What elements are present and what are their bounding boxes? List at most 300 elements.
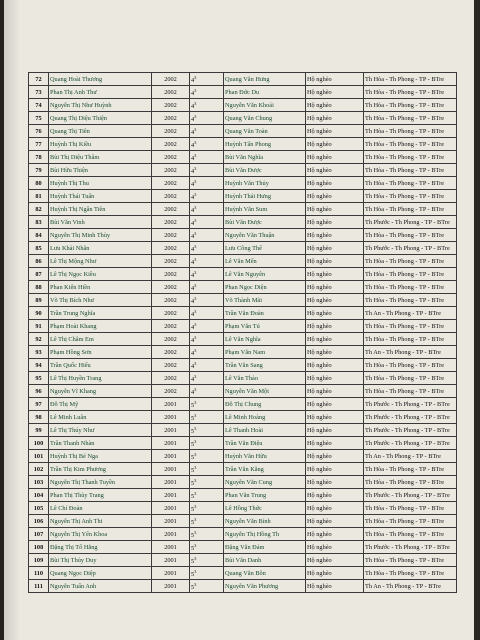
row-number: 97 [29,398,49,411]
student-table-container [28,72,456,591]
table-row [29,242,457,255]
table-body [29,73,457,593]
student-name: Lê Minh Luân [49,411,152,424]
grade-class [190,255,224,268]
student-name: Lê Thị Châm Em [49,333,152,346]
parent-name: Nguyễn Văn Một [224,385,306,398]
birth-year: 2002 [152,138,190,151]
student-table [28,72,457,593]
row-number: 74 [29,99,49,112]
student-name: Phan Thị Thùy Trang [49,489,152,502]
table-row [29,567,457,580]
address: Th Hòa - Th Phong - TP - BTre [364,281,457,294]
grade-class [190,268,224,281]
birth-year: 2002 [152,164,190,177]
row-number: 84 [29,229,49,242]
household-status: Hộ nghèo [306,554,364,567]
row-number: 91 [29,320,49,333]
class-number: 3 [194,296,197,301]
parent-name: Quang Văn Hưng [224,73,306,86]
grade-value: 4 [191,90,195,97]
parent-name: Trần Văn Sang [224,359,306,372]
student-name: Huỳnh Thị Ngân Tiên [49,203,152,216]
grade-value: 4 [191,116,195,123]
grade-value: 4 [191,103,195,110]
household-status: Hộ nghèo [306,333,364,346]
grade-class [190,346,224,359]
student-name: Huỳnh Thị Bé Nga [49,450,152,463]
row-number: 106 [29,515,49,528]
grade-class [190,73,224,86]
address: Th Hòa - Th Phong - TP - BTre [364,190,457,203]
parent-name: Huỳnh Thái Hưng [224,190,306,203]
household-status: Hộ nghèo [306,476,364,489]
address: Th Hòa - Th Phong - TP - BTre [364,177,457,190]
address: Th Hòa - Th Phong - TP - BTre [364,567,457,580]
parent-name: Trần Văn Điệu [224,437,306,450]
student-name: Phan Thị Anh Thư [49,86,152,99]
household-status: Hộ nghèo [306,437,364,450]
row-number: 89 [29,294,49,307]
row-number: 86 [29,255,49,268]
grade-class [190,463,224,476]
household-status: Hộ nghèo [306,372,364,385]
parent-name: Huỳnh Văn Hữu [224,450,306,463]
table-row [29,229,457,242]
address: Th Hòa - Th Phong - TP - BTre [364,476,457,489]
address: Th Phước - Th Phong - TP - BTre [364,398,457,411]
row-number: 104 [29,489,49,502]
student-name: Bùi Văn Vinh [49,216,152,229]
grade-class [190,242,224,255]
grade-value: 5 [191,571,195,578]
grade-class [190,567,224,580]
household-status: Hộ nghèo [306,190,364,203]
household-status: Hộ nghèo [306,138,364,151]
parent-name: Phạm Văn Nam [224,346,306,359]
table-row [29,164,457,177]
parent-name: Nguyễn Văn Thuận [224,229,306,242]
table-row [29,112,457,125]
grade-class [190,476,224,489]
household-status: Hộ nghèo [306,151,364,164]
grade-class [190,177,224,190]
table-row [29,515,457,528]
table-row [29,203,457,216]
household-status: Hộ nghèo [306,515,364,528]
grade-value: 5 [191,506,195,513]
row-number: 85 [29,242,49,255]
address: Th Phước - Th Phong - TP - BTre [364,242,457,255]
student-name: Võ Thị Bích Như [49,294,152,307]
address: Th An - Th Phong - TP - BTre [364,346,457,359]
grade-class [190,385,224,398]
grade-class [190,112,224,125]
student-name: Trần Thị Kim Phương [49,463,152,476]
grade-class [190,437,224,450]
household-status: Hộ nghèo [306,489,364,502]
class-number: 3 [194,400,197,405]
birth-year: 2002 [152,242,190,255]
grade-value: 4 [191,129,195,136]
table-row [29,177,457,190]
class-number: 3 [194,465,197,470]
household-status: Hộ nghèo [306,281,364,294]
table-row [29,554,457,567]
address: Th An - Th Phong - TP - BTre [364,580,457,593]
student-name: Nguyễn Vĩ Khang [49,385,152,398]
parent-name: Nguyễn Văn Khoái [224,99,306,112]
address: Th Hòa - Th Phong - TP - BTre [364,164,457,177]
address: Th Phước - Th Phong - TP - BTre [364,216,457,229]
grade-value: 5 [191,415,195,422]
class-number: 3 [194,127,197,132]
address: Th Hòa - Th Phong - TP - BTre [364,463,457,476]
student-name: Nguyễn Tuấn Anh [49,580,152,593]
row-number: 109 [29,554,49,567]
address: Th Hòa - Th Phong - TP - BTre [364,203,457,216]
class-number: 3 [194,556,197,561]
student-name: Lê Thị Ngọc Kiều [49,268,152,281]
address: Th Hòa - Th Phong - TP - BTre [364,385,457,398]
class-number: 3 [194,218,197,223]
household-status: Hộ nghèo [306,125,364,138]
table-row [29,86,457,99]
class-number: 3 [194,517,197,522]
table-row [29,255,457,268]
grade-class [190,216,224,229]
address: Th Hòa - Th Phong - TP - BTre [364,125,457,138]
parent-name: Lê Thanh Hoài [224,424,306,437]
grade-value: 4 [191,233,195,240]
grade-value: 5 [191,454,195,461]
class-number: 3 [194,387,197,392]
student-name: Nguyễn Thị Như Huỳnh [49,99,152,112]
birth-year: 2002 [152,86,190,99]
class-number: 3 [194,335,197,340]
parent-name: Huỳnh Văn Thủy [224,177,306,190]
grade-value: 5 [191,428,195,435]
parent-name: Lê Minh Hoàng [224,411,306,424]
row-number: 95 [29,372,49,385]
parent-name: Phan Ngọc Diện [224,281,306,294]
student-name: Phan Kiến Hiền [49,281,152,294]
class-number: 3 [194,504,197,509]
household-status: Hộ nghèo [306,463,364,476]
grade-value: 5 [191,519,195,526]
grade-value: 4 [191,350,195,357]
student-name: Bùi Thị Thủy Duy [49,554,152,567]
birth-year: 2001 [152,411,190,424]
grade-value: 4 [191,272,195,279]
grade-value: 5 [191,532,195,539]
address: Th Hòa - Th Phong - TP - BTre [364,99,457,112]
address: Th Hòa - Th Phong - TP - BTre [364,229,457,242]
student-name: Đặng Thị Tố Hằng [49,541,152,554]
table-row [29,190,457,203]
row-number: 101 [29,450,49,463]
parent-name: Lưu Công Thể [224,242,306,255]
birth-year: 2002 [152,359,190,372]
class-number: 3 [194,75,197,80]
address: Th Hòa - Th Phong - TP - BTre [364,268,457,281]
row-number: 82 [29,203,49,216]
page-shadow [0,0,20,640]
parent-name: Lê Văn Mến [224,255,306,268]
grade-class [190,411,224,424]
row-number: 110 [29,567,49,580]
row-number: 105 [29,502,49,515]
class-number: 3 [194,179,197,184]
row-number: 73 [29,86,49,99]
grade-class [190,125,224,138]
table-row [29,580,457,593]
birth-year: 2001 [152,424,190,437]
class-number: 3 [194,374,197,379]
address: Th An - Th Phong - TP - BTre [364,307,457,320]
birth-year: 2001 [152,567,190,580]
address: Th Hòa - Th Phong - TP - BTre [364,112,457,125]
row-number: 76 [29,125,49,138]
household-status: Hộ nghèo [306,307,364,320]
table-row [29,359,457,372]
address: Th Hòa - Th Phong - TP - BTre [364,151,457,164]
household-status: Hộ nghèo [306,528,364,541]
grade-class [190,450,224,463]
grade-value: 4 [191,168,195,175]
grade-value: 5 [191,558,195,565]
class-number: 3 [194,140,197,145]
household-status: Hộ nghèo [306,541,364,554]
birth-year: 2002 [152,229,190,242]
birth-year: 2002 [152,307,190,320]
birth-year: 2002 [152,294,190,307]
student-name: Huỳnh Thái Tuấn [49,190,152,203]
class-number: 3 [194,231,197,236]
row-number: 100 [29,437,49,450]
address: Th Hòa - Th Phong - TP - BTre [364,359,457,372]
class-number: 3 [194,283,197,288]
row-number: 77 [29,138,49,151]
address: Th Hòa - Th Phong - TP - BTre [364,255,457,268]
grade-value: 5 [191,402,195,409]
grade-value: 4 [191,259,195,266]
row-number: 92 [29,333,49,346]
birth-year: 2002 [152,177,190,190]
row-number: 78 [29,151,49,164]
table-row [29,307,457,320]
grade-value: 4 [191,285,195,292]
birth-year: 2001 [152,541,190,554]
table-row [29,372,457,385]
address: Th Hòa - Th Phong - TP - BTre [364,73,457,86]
grade-value: 4 [191,363,195,370]
table-row [29,99,457,112]
class-number: 3 [194,244,197,249]
household-status: Hộ nghèo [306,255,364,268]
address: Th Phước - Th Phong - TP - BTre [364,411,457,424]
student-name: Nguyễn Thị Thanh Tuyền [49,476,152,489]
row-number: 93 [29,346,49,359]
grade-value: 5 [191,480,195,487]
birth-year: 2001 [152,450,190,463]
grade-value: 4 [191,77,195,84]
table-row [29,437,457,450]
student-name: Huỳnh Thị Kiều [49,138,152,151]
grade-class [190,541,224,554]
household-status: Hộ nghèo [306,359,364,372]
address: Th An - Th Phong - TP - BTre [364,450,457,463]
birth-year: 2002 [152,255,190,268]
row-number: 96 [29,385,49,398]
class-number: 3 [194,114,197,119]
table-row [29,450,457,463]
row-number: 99 [29,424,49,437]
grade-class [190,424,224,437]
household-status: Hộ nghèo [306,177,364,190]
row-number: 94 [29,359,49,372]
address: Th Phước - Th Phong - TP - BTre [364,541,457,554]
address: Th Phước - Th Phong - TP - BTre [364,489,457,502]
table-row [29,151,457,164]
grade-class [190,190,224,203]
grade-class [190,489,224,502]
grade-class [190,372,224,385]
grade-value: 4 [191,298,195,305]
grade-class [190,99,224,112]
grade-value: 4 [191,389,195,396]
student-name: Trần Trung Nghĩa [49,307,152,320]
grade-value: 5 [191,441,195,448]
grade-class [190,554,224,567]
grade-value: 4 [191,207,195,214]
grade-value: 4 [191,324,195,331]
grade-value: 4 [191,155,195,162]
student-name: Lê Chí Đoàn [49,502,152,515]
address: Th Phước - Th Phong - TP - BTre [364,424,457,437]
parent-name: Nguyễn Thị Hồng Th [224,528,306,541]
class-number: 3 [194,426,197,431]
parent-name: Nguyễn Văn Phương [224,580,306,593]
address: Th Hòa - Th Phong - TP - BTre [364,528,457,541]
row-number: 107 [29,528,49,541]
address: Th Hòa - Th Phong - TP - BTre [364,294,457,307]
parent-name: Trần Văn Kăng [224,463,306,476]
row-number: 111 [29,580,49,593]
student-name: Huỳnh Thị Thu [49,177,152,190]
class-number: 3 [194,413,197,418]
class-number: 3 [194,322,197,327]
address: Th Hòa - Th Phong - TP - BTre [364,554,457,567]
table-row [29,138,457,151]
table-row [29,294,457,307]
grade-class [190,203,224,216]
parent-name: Bùi Văn Được [224,164,306,177]
student-name: Quang Hoài Thương [49,73,152,86]
table-row [29,125,457,138]
birth-year: 2002 [152,281,190,294]
birth-year: 2001 [152,476,190,489]
student-name: Quang Thị Tiên [49,125,152,138]
address: Th Hòa - Th Phong - TP - BTre [364,515,457,528]
grade-value: 4 [191,376,195,383]
household-status: Hộ nghèo [306,294,364,307]
table-row [29,346,457,359]
class-number: 3 [194,348,197,353]
household-status: Hộ nghèo [306,398,364,411]
grade-class [190,151,224,164]
grade-value: 4 [191,220,195,227]
row-number: 80 [29,177,49,190]
birth-year: 2002 [152,125,190,138]
birth-year: 2002 [152,385,190,398]
parent-name: Quang Văn Bôn [224,567,306,580]
address: Th Hòa - Th Phong - TP - BTre [364,372,457,385]
table-row [29,528,457,541]
parent-name: Phan Văn Trung [224,489,306,502]
parent-name: Lê Hồng Thức [224,502,306,515]
table-row [29,502,457,515]
class-number: 3 [194,452,197,457]
birth-year: 2002 [152,190,190,203]
parent-name: Bùi Văn Nghĩa [224,151,306,164]
class-number: 3 [194,192,197,197]
grade-class [190,164,224,177]
table-row [29,216,457,229]
student-name: Bùi Thị Diệu Thâm [49,151,152,164]
class-number: 3 [194,309,197,314]
student-name: Nguyễn Thị Anh Thi [49,515,152,528]
table-row [29,268,457,281]
household-status: Hộ nghèo [306,86,364,99]
birth-year: 2001 [152,515,190,528]
table-row [29,73,457,86]
address: Th Hòa - Th Phong - TP - BTre [364,138,457,151]
student-name: Lê Thị Mộng Như [49,255,152,268]
household-status: Hộ nghèo [306,229,364,242]
grade-class [190,320,224,333]
table-row [29,424,457,437]
grade-class [190,528,224,541]
student-name: Quang Ngọc Diệp [49,567,152,580]
parent-name: Lê Văn Nguyên [224,268,306,281]
household-status: Hộ nghèo [306,424,364,437]
table-row [29,281,457,294]
parent-name: Bùi Văn Được [224,216,306,229]
parent-name: Quang Văn Toàn [224,125,306,138]
class-number: 3 [194,543,197,548]
parent-name: Lê Văn Nghĩa [224,333,306,346]
grade-value: 4 [191,337,195,344]
row-number: 102 [29,463,49,476]
grade-class [190,502,224,515]
address: Th Hòa - Th Phong - TP - BTre [364,502,457,515]
grade-class [190,138,224,151]
table-row [29,398,457,411]
birth-year: 2001 [152,463,190,476]
class-number: 3 [194,361,197,366]
birth-year: 2001 [152,489,190,502]
grade-class [190,229,224,242]
household-status: Hộ nghèo [306,73,364,86]
grade-value: 4 [191,181,195,188]
address: Th Hòa - Th Phong - TP - BTre [364,333,457,346]
household-status: Hộ nghèo [306,411,364,424]
table-row [29,320,457,333]
parent-name: Võ Thành Mãi [224,294,306,307]
birth-year: 2001 [152,554,190,567]
grade-value: 5 [191,493,195,500]
